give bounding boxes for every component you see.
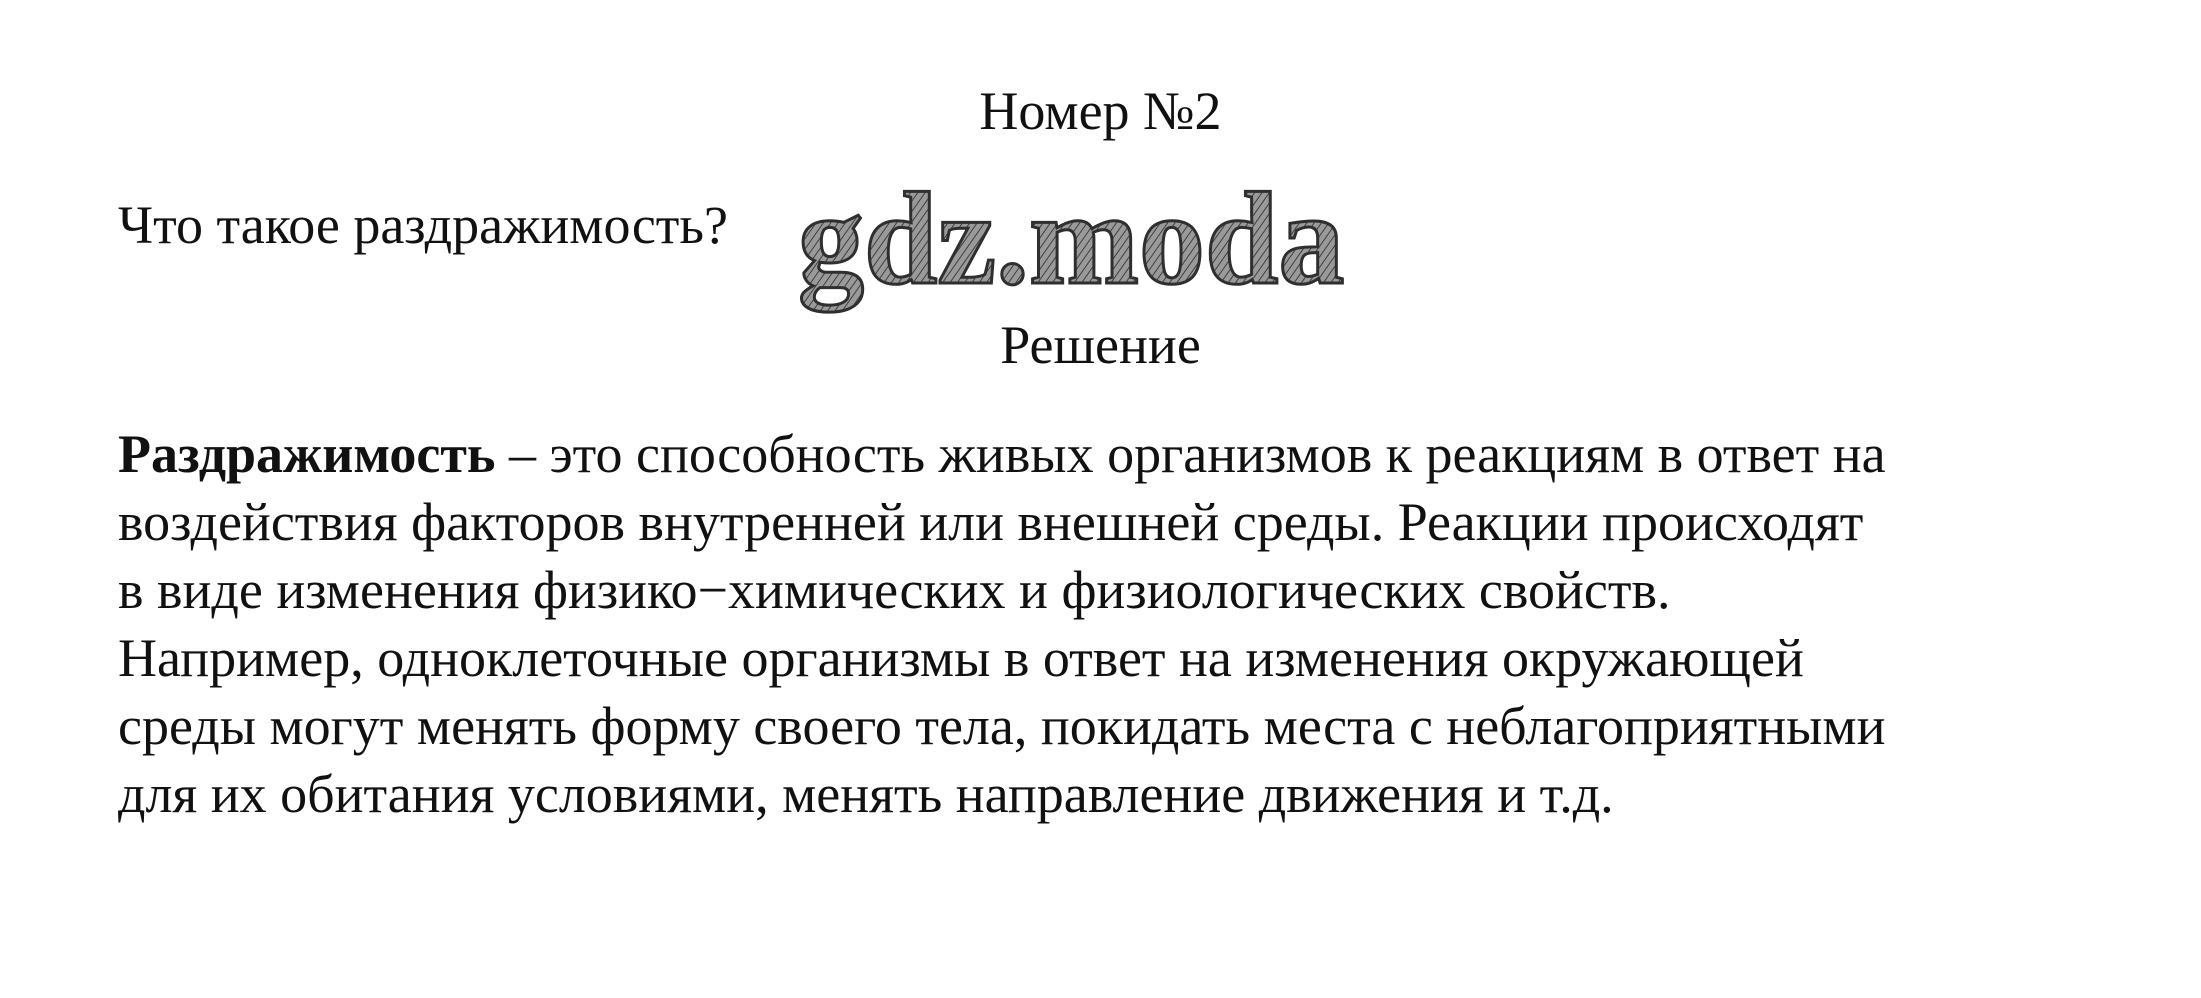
solution-heading: Решение — [1000, 315, 1201, 375]
answer-line-1 — [118, 420, 2108, 488]
task-number-title: Номер №2 — [979, 81, 1222, 141]
answer-line-4: Например, одноклеточные организмы в ответ на изменения окружающей — [118, 628, 1804, 688]
question-text: Что такое раздражимость? — [118, 195, 728, 255]
answer-line-6: для их обитания условиями, менять направление движения и т.д. — [118, 764, 1614, 824]
answer-line-2: воздействия факторов внутренней или внешней среды. Реакции происходят — [118, 492, 1864, 552]
answer-line-1-text: – это способность живых организмов к реакциям в ответ на — [495, 424, 1886, 484]
answer-line-5: среды могут менять форму своего тела, покидать места с неблагоприятными — [118, 696, 1886, 756]
answer-paragraph — [118, 420, 2108, 828]
answer-line-3: в виде изменения физико−химических и физиологических свойств. — [118, 560, 1671, 620]
defined-term: Раздражимость — [118, 424, 496, 484]
watermark-text: gdz.moda — [798, 165, 1345, 312]
watermark-logo — [790, 165, 1430, 325]
